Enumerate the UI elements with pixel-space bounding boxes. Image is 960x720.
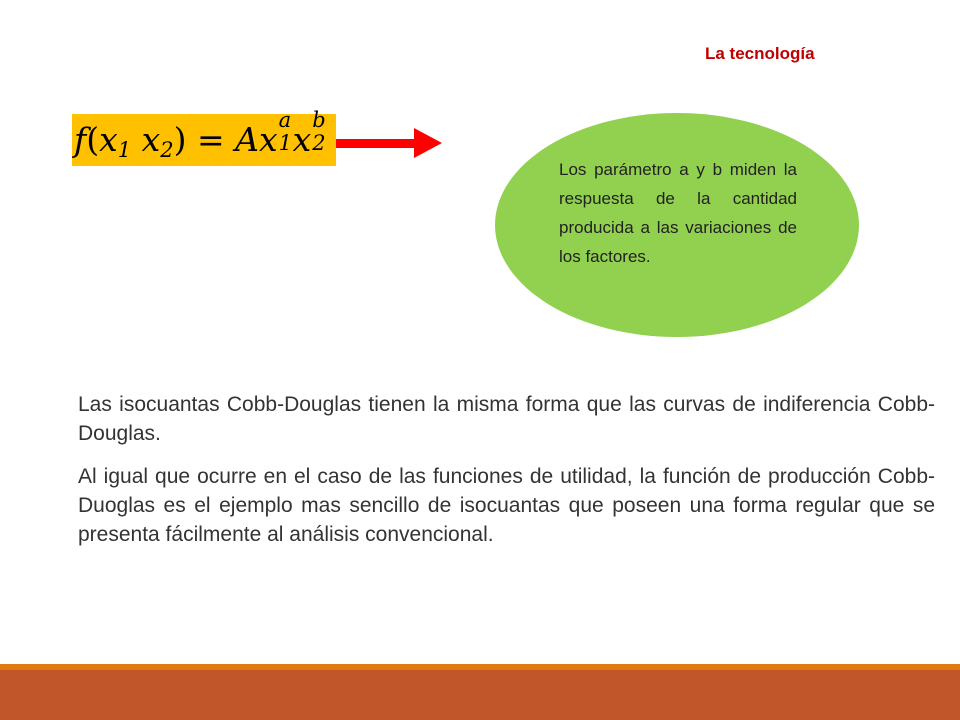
formula-term2-scripts bbox=[312, 108, 326, 155]
footer-bar bbox=[0, 670, 960, 720]
formula-x1-sub: 1 bbox=[117, 138, 132, 162]
arrow-head-icon bbox=[414, 128, 442, 158]
formula-box bbox=[72, 108, 336, 166]
formula-f: f bbox=[74, 120, 87, 159]
formula-x2-sub: 2 bbox=[160, 138, 174, 162]
formula-term2-sub: 2 bbox=[312, 131, 326, 155]
callout-text: Los parámetro a y b miden la respuesta de la cantidad producida a las variaciones de los factores. bbox=[559, 160, 797, 266]
formula-A: A bbox=[235, 120, 259, 159]
paragraph-funcion-produccion: Al igual que ocurre en el caso de las funciones de utilidad, la función de producción Cobb-Duoglas es el ejemplo mas sencillo de isocuantas que poseen una forma regular que se presenta fácilmente al análisis convencional. bbox=[78, 465, 935, 546]
paragraph-isocuantas: Las isocuantas Cobb-Douglas tienen la misma forma que las curvas de indiferencia Cobb-Douglas. bbox=[78, 393, 935, 445]
formula-term2-sup: b bbox=[312, 108, 326, 132]
formula-term1-scripts bbox=[278, 108, 293, 155]
formula-term1-sup: a bbox=[278, 108, 292, 132]
slide-title: La tecnología bbox=[705, 44, 815, 63]
formula-equals: = bbox=[186, 120, 236, 159]
arrow-shaft bbox=[336, 139, 418, 148]
formula-open-paren: ( bbox=[86, 120, 100, 159]
formula-close-paren: ) bbox=[173, 120, 187, 159]
formula-x1: x bbox=[99, 120, 118, 159]
formula-term1-base: x bbox=[258, 120, 278, 159]
formula-x2: x bbox=[141, 120, 161, 159]
formula-term2-base: x bbox=[292, 120, 312, 159]
formula-term1-sub: 1 bbox=[278, 131, 292, 155]
cobb-douglas-formula bbox=[74, 108, 326, 162]
